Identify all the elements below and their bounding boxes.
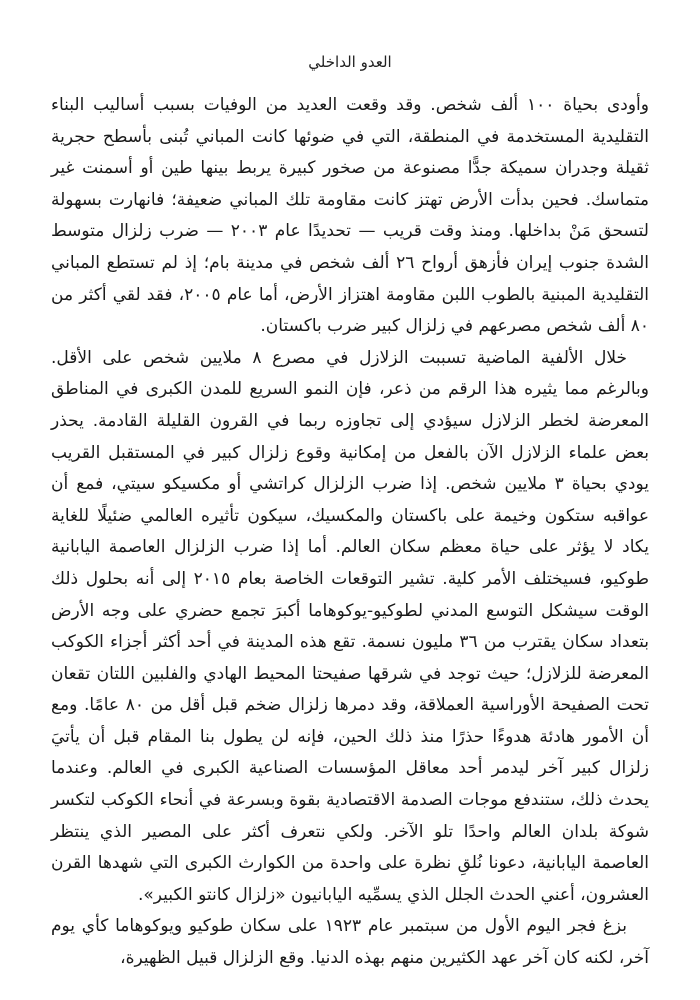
running-header: العدو الداخلي: [308, 53, 392, 71]
paragraph: بزغ فجر اليوم الأول من سبتمبر عام ١٩٢٣ على سكان طوكيو ويوكوهاما كأي يوم آخر، لكنه كان آخر عهد الكثيرين منهم بهذه الدنيا. وقع الزلزال قبيل الظهيرة،: [51, 916, 649, 969]
paragraph-continuation: وأودى بحياة ١٠٠ ألف شخص. وقد وقعت العديد من الوفيات بسبب أساليب البناء التقليدية المستخدمة في المنطقة، التي في ضوئها كانت المباني تُبنى بأسطح حجرية ثقيلة وجدران سميكة جدًّا مصنوعة من صخور كبيرة يربط بينها طين أو أسمنت غير متماسك. فحين بدأت الأرض تهتز كانت مقاومة تلك المباني ضعيفة؛ فانهارت بسهولة لتسحق مَنْ بداخلها. ومنذ وقت قريب — تحديدًا عام ٢٠٠٣ — ضرب زلزال متوسط الشدة جنوب إيران فأزهق أرواح ٢٦ ألف شخص في مدينة بام؛ إذ لم تستطع المباني التقليدية المبنية بالطوب اللبن مقاومة اهتزاز الأرض، أما عام ٢٠٠٥، فقد لقي أكثر من ٨٠ ألف شخص مصرعهم في زلزال كبير ضرب باكستان.: [51, 95, 649, 337]
paragraph: خلال الألفية الماضية تسببت الزلازل في مصرع ٨ ملايين شخص على الأقل. وبالرغم مما يثيره هذا الرقم من ذعر، فإن النمو السريع للمدن الكبرى في المناطق المعرضة لخطر الزلازل سيؤدي إلى تجاوزه ربما في القرون القليلة القادمة. يحذر بعض علماء الزلازل الآن بالفعل من إمكانية وقوع زلزال كبير في المستقبل القريب يودي بحياة ٣ ملايين شخص. إذا ضرب الزلزال كراتشي أو مكسيكو سيتي، فمع أن عواقبه ستكون وخيمة على باكستان والمكسيك، سيكون تأثيره العالمي ضئيلًا للغاية يكاد لا يؤثر على حياة معظم سكان العالم. أما إذا ضرب الزلزال العاصمة اليابانية طوكيو، فسيختلف الأمر كلية. تشير التوقعات الخاصة بعام ٢٠١٥ إلى أنه بحلول ذلك الوقت سيشكل التوسع المدني لطوكيو-يوكوهاما أكبرَ تجمع حضري على وجه الأرض بتعداد سكان يقترب من ٣٦ مليون نسمة. تقع هذه المدينة في أحد أكثر أجزاء الكوكب المعرضة للزلازل؛ حيث توجد في شرقها صفيحتا المحيط الهادي والفلبين اللتان تقعان تحت الصفيحة الأوراسية العملاقة، وقد دمرها زلزال ضخم قبل أقل من ٨٠ عامًا. ومع أن الأمور هادئة هدوءًا حذرًا منذ ذلك الحين، فإنه لن يطول بنا المقام قبل أن يأتيَ زلزال كبير آخر ليدمر أحد معاقل المؤسسات الصناعية الكبرى في العالم. وعندما يحدث ذلك، ستندفع موجات الصدمة الاقتصادية بقوة وبسرعة في أنحاء الكوكب لتكسر شوكة بلدان العالم واحدًا تلو الآخر. ولكي نتعرف أكثر على المصير الذي ينتظر العاصمة اليابانية، دعونا نُلقِ نظرة على واحدة من الكوارث الكبرى التي شهدها القرن العشرون، أعني الحدث الجلل الذي يسمِّيه اليابانيون «زلزال كانتو الكبير».: [51, 347, 649, 905]
body-text: [51, 90, 649, 975]
